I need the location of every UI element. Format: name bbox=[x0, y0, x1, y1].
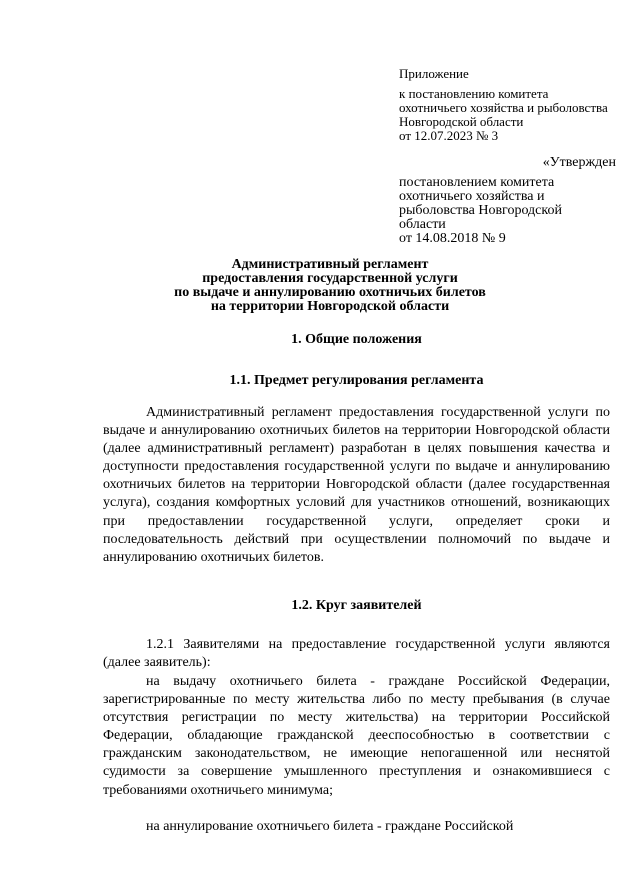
approved-line: от 14.08.2018 № 9 bbox=[399, 231, 506, 246]
appendix-title: Приложение bbox=[399, 66, 469, 81]
regulation-title bbox=[150, 258, 510, 314]
appendix-line: к постановлению комитета bbox=[399, 86, 549, 101]
approved-block bbox=[399, 176, 599, 246]
appendix-line: от 12.07.2023 № 3 bbox=[399, 128, 499, 143]
appendix-line: Новгородской области bbox=[399, 114, 524, 129]
approved-line: охотничьего хозяйства и bbox=[399, 189, 545, 204]
approved-heading: «Утвержден bbox=[542, 155, 616, 170]
approved-line: области bbox=[399, 217, 446, 232]
section-1-heading: 1. Общие положения bbox=[291, 332, 422, 347]
subject-paragraph: Административный регламент предоставления государственной услуги по выдаче и аннулированию охотничьих билетов на территории Новгородской области (далее административный регламент) разработан в целях повышения качества и доступности предоставления государственной услуги по выдаче и аннулированию охотничьих билетов на территории Новгородской области (далее государственная услуга), создания комфортных условий для участников отношений, возникающих при предоставлении государственной услуги, определяет сроки и последовательность действий при осуществлении полномочий по выдаче и аннулированию охотничьих билетов. bbox=[103, 405, 610, 565]
regulation-title-line: Административный регламент bbox=[231, 257, 429, 272]
section-1-1-heading: 1.1. Предмет регулирования регламента bbox=[229, 373, 484, 388]
approved-line: рыболовства Новгородской bbox=[399, 203, 562, 218]
appendix-block bbox=[399, 67, 629, 143]
regulation-title-line: по выдаче и аннулированию охотничьих билетов bbox=[174, 285, 486, 300]
cancel-paragraph: на аннулирование охотничьего билета - граждане Российской bbox=[146, 819, 514, 834]
section-1-2-heading: 1.2. Круг заявителей bbox=[291, 598, 422, 613]
approved-line: постановлением комитета bbox=[399, 175, 555, 190]
applicants-paragraph: 1.2.1 Заявителями на предоставление государственной услуги являются (далее заявитель): bbox=[103, 637, 610, 671]
regulation-title-line: на территории Новгородской области bbox=[210, 299, 450, 314]
appendix-line: охотничьего хозяйства и рыболовства bbox=[399, 100, 608, 115]
issue-paragraph: на выдачу охотничьего билета - граждане Российской Федерации, зарегистрированные по месту жительства либо по месту пребывания (в случае отсутствия регистрации по месту жительства) на территории Российской Федерации, обладающие гражданской дееспособностью в соответствии с гражданским законодательством, не имеющие непогашенной или неснятой судимости за совершение умышленного преступления и ознакомившиеся с требованиями охотничьего минимума; bbox=[103, 674, 610, 798]
regulation-title-line: предоставления государственной услуги bbox=[202, 271, 458, 286]
